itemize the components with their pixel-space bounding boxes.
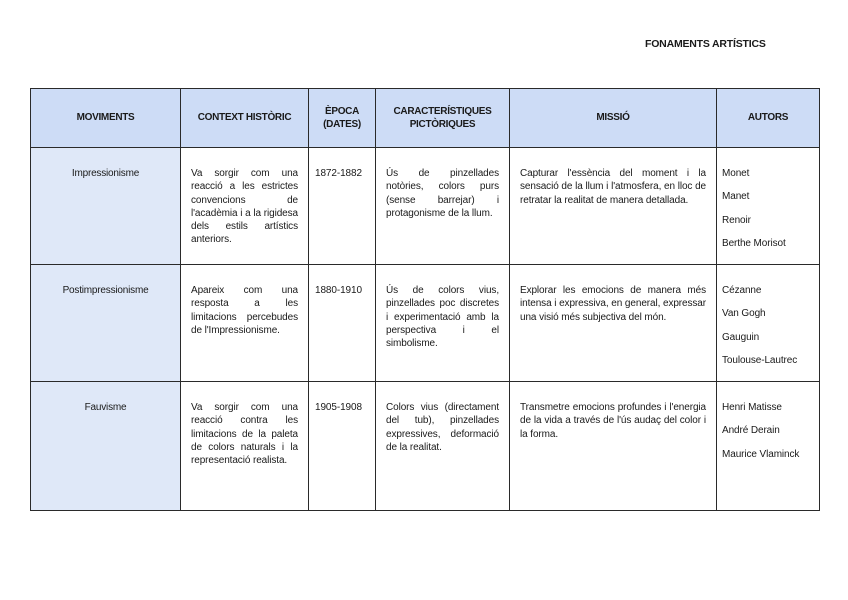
author-name: Cézanne (722, 285, 762, 296)
mission-text: Explorar les emocions de manera més intensa i expressiva, en general, expressar una visió més subjectiva del món. (520, 285, 706, 323)
dates-text: 1905-1908 (315, 402, 362, 413)
header-features-label: CARACTERÍSTIQUES PICTÒRIQUES (393, 105, 492, 130)
authors-list (717, 148, 819, 250)
context-cell (181, 148, 309, 265)
author-name: Toulouse-Lautrec (722, 354, 798, 366)
mission-cell (510, 265, 717, 382)
dates-cell (309, 148, 376, 265)
features-text: Ús de colors vius, pinzellades poc discretes i experimentació amb la perspectiva i el simbolisme. (386, 285, 499, 350)
author-name: Henri Matisse (722, 402, 782, 413)
features-text: Ús de pinzellades notòries, colors purs (sense barrejar) i protagonisme de la llum. (386, 168, 499, 219)
table-row (31, 382, 820, 511)
mission-text: Transmetre emocions profundes i l'energia de la vida a través de l'ús audaç del color i la forma. (520, 402, 706, 440)
header-dates-label: ÈPOCA (DATES) (323, 105, 361, 130)
author-name: André Derain (722, 425, 780, 437)
author-name: Renoir (722, 214, 751, 226)
context-text: Apareix com una resposta a les limitacions percebudes de l'Impressionisme. (191, 285, 298, 336)
features-cell (376, 148, 510, 265)
header-authors: AUTORS (717, 89, 820, 148)
movement-cell (31, 382, 181, 511)
movement-cell (31, 148, 181, 265)
mission-text: Capturar l'essència del moment i la sensació de la llum i l'atmosfera, en lloc de retratar la realitat de manera detallada. (520, 168, 706, 206)
mission-cell (510, 382, 717, 511)
header-row (31, 89, 820, 148)
authors-cell (717, 382, 820, 511)
art-movements-table (30, 88, 820, 511)
header-features (376, 89, 510, 148)
authors-list (717, 382, 819, 461)
table-row (31, 148, 820, 265)
context-cell (181, 382, 309, 511)
author-name: Monet (722, 168, 750, 179)
dates-cell (309, 265, 376, 382)
header-movements: MOVIMENTS (31, 89, 181, 148)
context-cell (181, 265, 309, 382)
context-text: Va sorgir com una reacció a les estrictes convencions de l'acadèmia i a la rigidesa dels estils artístics anteriors. (191, 168, 298, 246)
author-name: Maurice Vlaminck (722, 448, 800, 460)
features-text: Colors vius (directament del tub), pinzellades expressives, deformació de la realitat. (386, 402, 499, 453)
header-context: CONTEXT HISTÒRIC (181, 89, 309, 148)
features-cell (376, 265, 510, 382)
table-row (31, 265, 820, 382)
document-title: FONAMENTS ARTÍSTICS (645, 38, 766, 50)
dates-cell (309, 382, 376, 511)
movement-name: Fauvisme (84, 402, 127, 413)
authors-list (717, 265, 819, 367)
features-cell (376, 382, 510, 511)
authors-cell (717, 265, 820, 382)
author-name: Berthe Morisot (722, 237, 786, 249)
mission-cell (510, 148, 717, 265)
header-dates (309, 89, 376, 148)
header-mission: MISSIÓ (510, 89, 717, 148)
dates-text: 1872-1882 (315, 168, 362, 179)
author-name: Gauguin (722, 331, 760, 343)
movement-cell (31, 265, 181, 382)
movement-name: Postimpressionisme (62, 285, 149, 296)
context-text: Va sorgir com una reacció contra les limitacions de la paleta de colors naturals i la representació realista. (191, 402, 298, 467)
author-name: Van Gogh (722, 308, 766, 320)
author-name: Manet (722, 191, 750, 203)
dates-text: 1880-1910 (315, 285, 362, 296)
authors-cell (717, 148, 820, 265)
movement-name: Impressionisme (71, 168, 140, 179)
